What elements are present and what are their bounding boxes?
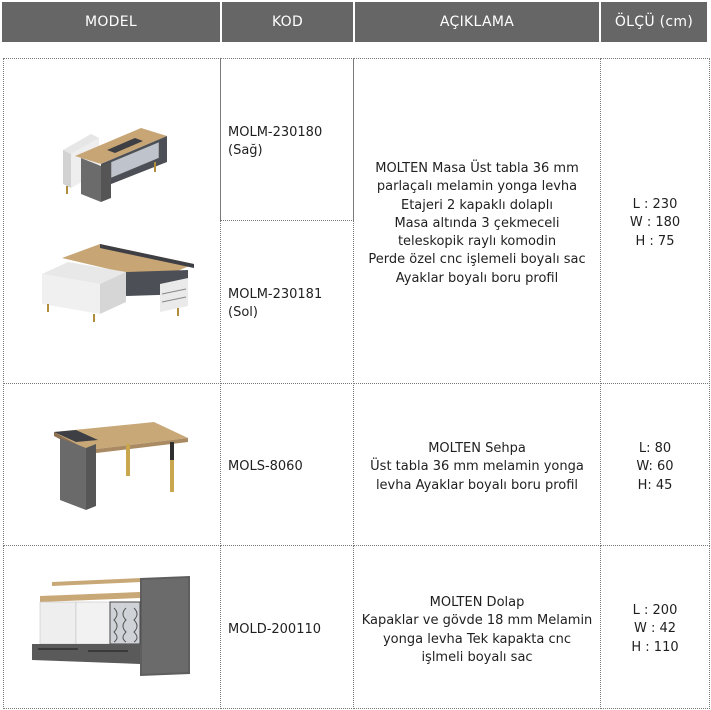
row3-code [228,621,321,639]
row1-description [353,160,601,288]
row2-dimensions [600,440,710,495]
dimension-width: W : 42 [633,621,677,637]
dimension-height: H : 75 [635,233,675,249]
dimension-width: W: 60 [636,459,674,475]
description-line: MOLTEN Masa Üst tabla 36 mm [375,161,579,176]
row1-image-cell [3,58,221,384]
dimension-width: W : 180 [629,215,681,231]
header-olcu: ÖLÇÜ (cm) [601,2,707,42]
description-line: MOLTEN Sehpa [428,441,526,456]
product-code: MOLD-200110 [228,622,322,637]
desk-left-image [38,240,196,324]
description-line: yonga levha Tek kapakta cnc [382,631,571,647]
row3-dimensions [600,602,710,657]
row3-description [353,594,601,667]
cabinet-image [30,574,196,678]
row2-code [228,458,303,476]
description-line: işlmeli boyalı sac [421,649,533,665]
product-code: MOLM-230181 [228,287,323,302]
dimension-height: H: 45 [637,477,673,493]
product-variant: (Sağ) [228,143,263,158]
dimension-length: L : 200 [632,603,678,618]
dimension-length: L : 230 [632,197,678,212]
description-line: parlaçalı melamin yonga levha [376,179,578,195]
product-code: MOLS-8060 [228,459,303,474]
row2-description [353,440,601,495]
description-line: teleskopik raylı komodin [397,234,557,250]
row1-dimensions [600,196,710,251]
description-line: Üst tabla 36 mm melamin yonga [370,459,584,475]
row1-code-a [228,124,322,160]
row1-code-b [228,286,322,322]
description-line: Etajeri 2 kapaklı dolaplı [400,197,553,213]
header-kod: KOD [222,2,353,42]
dimension-length: L: 80 [638,441,672,456]
description-line: MOLTEN Dolap [429,595,525,610]
desk-right-image [55,122,175,206]
dimension-height: H : 110 [631,639,679,655]
coffee-table-image [50,420,192,512]
description-line: Masa altında 3 çekmeceli [394,215,560,231]
product-variant: (Sol) [228,305,258,320]
header-model: MODEL [2,2,220,42]
description-line: Perde özel cnc işlemeli boyalı sac [368,252,586,268]
description-line: Kapaklar ve gövde 18 mm Melamin [361,613,593,629]
header-aciklama: AÇIKLAMA [355,2,599,42]
description-line: Ayaklar boyalı boru profil [395,270,559,286]
product-code: MOLM-230180 [228,125,323,140]
description-line: levha Ayaklar boyalı boru profil [375,477,579,493]
